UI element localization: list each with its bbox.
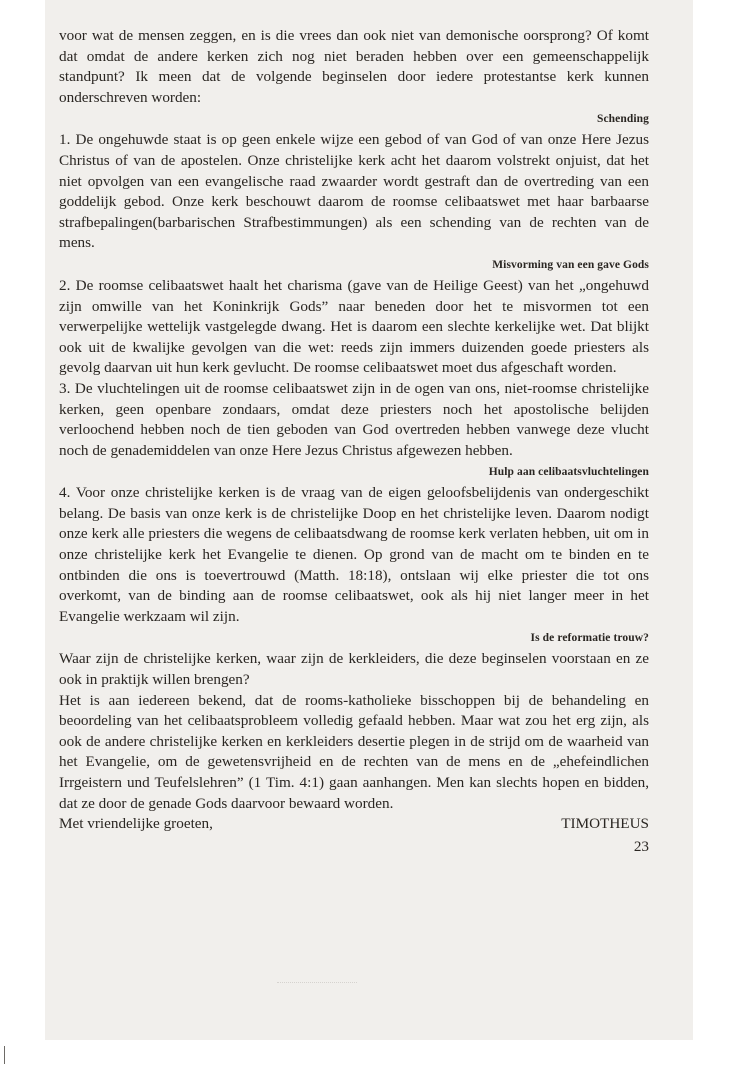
scan-specks — [277, 982, 357, 985]
section-heading: Is de reformatie trouw? — [530, 632, 649, 645]
binding-mark — [4, 1046, 5, 1064]
closing-text: Met vriendelijke groeten, — [59, 815, 213, 833]
article-text — [59, 26, 649, 857]
paragraph: Het is aan iedereen bekend, dat de rooms-katholieke bisschoppen bij de behandeling en beoordeling van het celibaatsprobleem volledig gefaald hebben. Maar wat zou het erg zijn, als ook de andere christelijke kerken en kerkleiders desertie plegen in de strijd om de waarheid van het Evangelie, om de gewetensvrijheid en de rechten van de mens en de „ehefeindlichen Irrgeistern und Teufelslehren” (1 Tim. 4:1) gaan aanhangen. Men kan slechts hopen en bidden, dat ze door de genade Gods daarvoor bewaard worden. — [59, 691, 649, 812]
intro-paragraph: voor wat de mensen zeggen, en is die vrees dan ook niet van demonische oorsprong? Of komt dat omdat de andere kerken zich nog niet beraden hebben over een gemeenschappelijk standpunt? Ik meen dat de volgende beginselen door iedere protestantse kerk kunnen onderschreven worden: — [59, 27, 649, 106]
section-heading: Schending — [596, 113, 649, 126]
page-number: 23 — [633, 837, 649, 855]
paragraph: 1. De ongehuwde staat is op geen enkele wijze een gebod of van God of van onze Here Jezus Christus of van de apostelen. Onze christelijke kerk acht het daarom volstrekt onjuist, dat het niet opvolgen van een evangelische raad zwaarder wordt gestraft dan de overtreding van een goddelijk gebod. Onze kerk beschouwt daarom de roomse celibaatswet met haar barbaarse strafbepalingen(barbarischen Strafbestimmungen) als een schending van de rechten van de mens. — [59, 131, 649, 252]
paragraph: 3. De vluchtelingen uit de roomse celibaatswet zijn in de ogen van ons, niet-roomse christelijke kerken, geen openbare zondaars, omdat deze priesters noch het apostolische belijden verloochend hebben noch de tien geboden van God overtreden hebben vanwege deze vlucht noch de genademiddelen van onze Here Jezus Christus afgewezen hebben. — [59, 379, 649, 459]
paragraph: Waar zijn de christelijke kerken, waar zijn de kerkleiders, die deze beginselen voorstaan en ze ook in praktijk willen brengen? — [59, 650, 649, 689]
sign-off — [59, 814, 649, 835]
section-heading: Misvorming van een gave Gods — [492, 258, 649, 271]
section-heading: Hulp aan celibaatsvluchtelingen — [488, 466, 649, 479]
paragraph: 4. Voor onze christelijke kerken is de vraag van de eigen geloofsbelijdenis van ondergeschikt belang. De basis van onze kerk is de christelijke Doop en het christelijke leven. Daarom nodigt onze kerk alle priesters die wegens de celibaatsdwang de roomse kerk verlaten hebben, uit om in onze christelijke kerk het Evangelie te dienen. Op grond van de macht om te binden en te ontbinden die ons is toevertrouwd (Matth. 18:18), ontslaan wij elke priester die tot ons overkomt, van de binding aan de roomse celibaatswet, ook als hij niet langer meer in het Evangelie werkzaam wil zijn. — [59, 484, 649, 625]
page — [45, 0, 693, 1040]
paragraph: 2. De roomse celibaatswet haalt het charisma (gave van de Heilige Geest) van het „ongehuwd zijn omwille van het Koninkrijk Gods” naar beneden door het te misvormen tot een verwerpelijke wettelijk vastgelegde dwang. Het is daarom een slechte kerkelijke wet. Dat blijkt ook uit de kwalijke gevolgen van die wet: reeds zijn immers duizenden goede priesters als gevolg daarvan uit hun kerk gevlucht. De roomse celibaatswet moet dus afgeschaft worden. — [59, 276, 649, 377]
signature: TIMOTHEUS — [561, 815, 649, 833]
